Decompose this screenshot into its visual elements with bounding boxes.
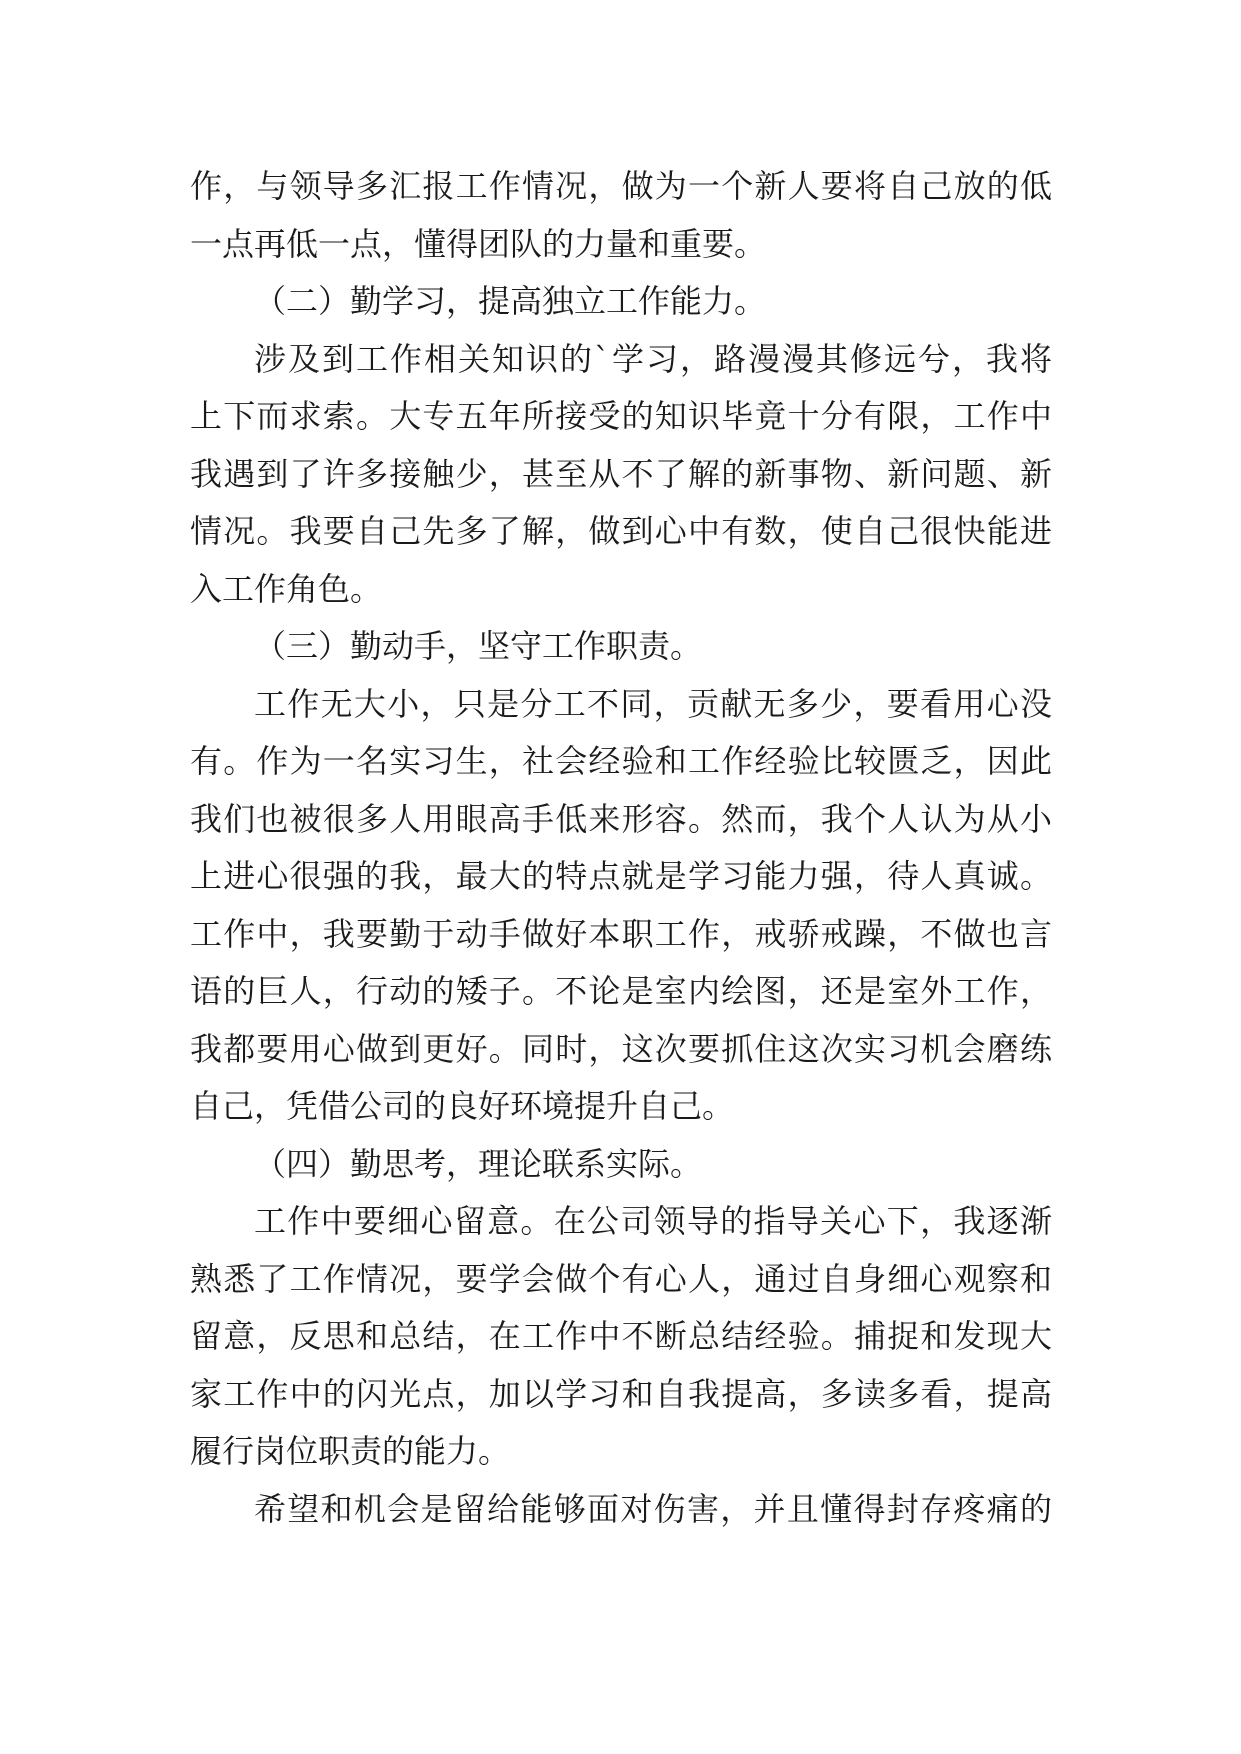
- text-line: 工作无大小，只是分工不同，贡献无多少，要看用心没: [254, 684, 1052, 723]
- text-line: 作，与领导多汇报工作情况，做为一个新人要将自己放的低: [190, 167, 1052, 205]
- text-line: 我遇到了许多接触少，甚至从不了解的新事物、新问题、新: [190, 454, 1052, 493]
- text-line: 家工作中的闪光点，加以学习和自我提高，多读多看，提高: [190, 1374, 1052, 1413]
- text-line: 我们也被很多人用眼高手低来形容。然而，我个人认为从小: [190, 799, 1052, 838]
- section-heading: （四）勤思考，理论联系实际。: [254, 1144, 703, 1183]
- text-line: 熟悉了工作情况，要学会做个有心人，通过自身细心观察和: [190, 1259, 1052, 1298]
- document-body: [190, 158, 1052, 1538]
- text-line: 情况。我要自己先多了解，做到心中有数，使自己很快能进: [190, 512, 1052, 550]
- text-line: 希望和机会是留给能够面对伤害，并且懂得封存疼痛的: [254, 1489, 1052, 1528]
- section-heading: （二）勤学习，提高独立工作能力。: [254, 282, 767, 320]
- text-line: 留意，反思和总结，在工作中不断总结经验。捕捉和发现大: [190, 1317, 1052, 1355]
- text-line: 上下而求索。大专五年所接受的知识毕竟十分有限，工作中: [190, 397, 1052, 435]
- text-line: 语的巨人，行动的矮子。不论是室内绘图，还是室外工作，: [190, 972, 1052, 1010]
- text-line: 自己，凭借公司的良好环境提升自己。: [190, 1087, 735, 1125]
- text-line: 我都要用心做到更好。同时，这次要抓住这次实习机会磨练: [190, 1029, 1052, 1068]
- text-line: 履行岗位职责的能力。: [190, 1432, 511, 1470]
- text-line: 一点再低一点，懂得团队的力量和重要。: [190, 224, 767, 263]
- text-line: 工作中要细心留意。在公司领导的指导关心下，我逐渐: [254, 1202, 1052, 1240]
- section-heading: （三）勤动手，坚守工作职责。: [254, 627, 703, 665]
- text-line: 工作中，我要勤于动手做好本职工作，戒骄戒躁，不做也言: [190, 914, 1052, 953]
- text-line: 涉及到工作相关知识的`学习，路漫漫其修远兮，我将: [254, 339, 1052, 378]
- text-line: 有。作为一名实习生，社会经验和工作经验比较匮乏，因此: [190, 742, 1052, 780]
- text-line: 入工作角色。: [190, 569, 383, 608]
- text-line: 上进心很强的我，最大的特点就是学习能力强，待人真诚。: [190, 857, 1052, 895]
